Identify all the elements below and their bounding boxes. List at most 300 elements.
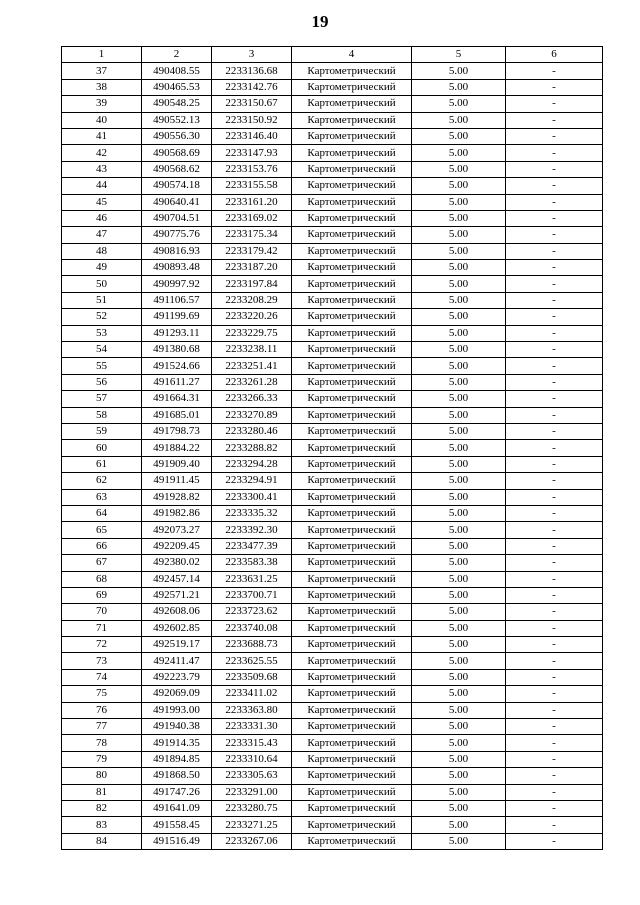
description-cell: - <box>506 784 603 800</box>
accuracy-cell: 5.00 <box>412 325 506 341</box>
y-coordinate-cell: 2233155.58 <box>212 178 292 194</box>
description-cell: - <box>506 489 603 505</box>
description-cell: - <box>506 719 603 735</box>
column-header: 2 <box>142 47 212 63</box>
description-cell: - <box>506 768 603 784</box>
point-number-cell: 60 <box>62 440 142 456</box>
point-number-cell: 53 <box>62 325 142 341</box>
y-coordinate-cell: 2233335.32 <box>212 505 292 521</box>
point-number-cell: 61 <box>62 456 142 472</box>
point-number-cell: 67 <box>62 555 142 571</box>
y-coordinate-cell: 2233291.00 <box>212 784 292 800</box>
accuracy-cell: 5.00 <box>412 276 506 292</box>
accuracy-cell: 5.00 <box>412 407 506 423</box>
y-coordinate-cell: 2233280.75 <box>212 800 292 816</box>
table-row <box>62 243 603 259</box>
description-cell: - <box>506 735 603 751</box>
y-coordinate-cell: 2233300.41 <box>212 489 292 505</box>
point-number-cell: 42 <box>62 145 142 161</box>
y-coordinate-cell: 2233179.42 <box>212 243 292 259</box>
point-number-cell: 56 <box>62 374 142 390</box>
description-cell: - <box>506 653 603 669</box>
table-row <box>62 489 603 505</box>
accuracy-cell: 5.00 <box>412 719 506 735</box>
y-coordinate-cell: 2233625.55 <box>212 653 292 669</box>
point-number-cell: 82 <box>62 800 142 816</box>
point-number-cell: 79 <box>62 751 142 767</box>
description-cell: - <box>506 260 603 276</box>
accuracy-cell: 5.00 <box>412 423 506 439</box>
method-cell: Картометрический <box>292 784 412 800</box>
method-cell: Картометрический <box>292 276 412 292</box>
description-cell: - <box>506 800 603 816</box>
description-cell: - <box>506 702 603 718</box>
point-number-cell: 64 <box>62 505 142 521</box>
accuracy-cell: 5.00 <box>412 637 506 653</box>
description-cell: - <box>506 292 603 308</box>
point-number-cell: 72 <box>62 637 142 653</box>
x-coordinate-cell: 491685.01 <box>142 407 212 423</box>
accuracy-cell: 5.00 <box>412 260 506 276</box>
description-cell: - <box>506 276 603 292</box>
point-number-cell: 54 <box>62 342 142 358</box>
x-coordinate-cell: 491199.69 <box>142 309 212 325</box>
table-row <box>62 505 603 521</box>
method-cell: Картометрический <box>292 407 412 423</box>
x-coordinate-cell: 492457.14 <box>142 571 212 587</box>
point-number-cell: 49 <box>62 260 142 276</box>
y-coordinate-cell: 2233331.30 <box>212 719 292 735</box>
x-coordinate-cell: 491909.40 <box>142 456 212 472</box>
point-number-cell: 78 <box>62 735 142 751</box>
x-coordinate-cell: 491868.50 <box>142 768 212 784</box>
x-coordinate-cell: 491982.86 <box>142 505 212 521</box>
table-row <box>62 178 603 194</box>
description-cell: - <box>506 833 603 849</box>
point-number-cell: 37 <box>62 63 142 79</box>
method-cell: Картометрический <box>292 178 412 194</box>
accuracy-cell: 5.00 <box>412 686 506 702</box>
x-coordinate-cell: 490408.55 <box>142 63 212 79</box>
y-coordinate-cell: 2233169.02 <box>212 210 292 226</box>
description-cell: - <box>506 374 603 390</box>
y-coordinate-cell: 2233150.67 <box>212 96 292 112</box>
y-coordinate-cell: 2233688.73 <box>212 637 292 653</box>
description-cell: - <box>506 96 603 112</box>
table-row <box>62 358 603 374</box>
point-number-cell: 51 <box>62 292 142 308</box>
x-coordinate-cell: 490568.69 <box>142 145 212 161</box>
x-coordinate-cell: 490816.93 <box>142 243 212 259</box>
description-cell: - <box>506 505 603 521</box>
accuracy-cell: 5.00 <box>412 128 506 144</box>
column-header: 4 <box>292 47 412 63</box>
description-cell: - <box>506 325 603 341</box>
y-coordinate-cell: 2233294.28 <box>212 456 292 472</box>
method-cell: Картометрический <box>292 653 412 669</box>
table-row <box>62 276 603 292</box>
table-row <box>62 538 603 554</box>
x-coordinate-cell: 491641.09 <box>142 800 212 816</box>
y-coordinate-cell: 2233136.68 <box>212 63 292 79</box>
description-cell: - <box>506 342 603 358</box>
x-coordinate-cell: 491611.27 <box>142 374 212 390</box>
method-cell: Картометрический <box>292 489 412 505</box>
x-coordinate-cell: 490775.76 <box>142 227 212 243</box>
description-cell: - <box>506 620 603 636</box>
point-number-cell: 46 <box>62 210 142 226</box>
method-cell: Картометрический <box>292 145 412 161</box>
method-cell: Картометрический <box>292 604 412 620</box>
x-coordinate-cell: 491928.82 <box>142 489 212 505</box>
table-row <box>62 309 603 325</box>
description-cell: - <box>506 112 603 128</box>
method-cell: Картометрический <box>292 243 412 259</box>
x-coordinate-cell: 490704.51 <box>142 210 212 226</box>
y-coordinate-cell: 2233153.76 <box>212 161 292 177</box>
point-number-cell: 59 <box>62 423 142 439</box>
description-cell: - <box>506 210 603 226</box>
point-number-cell: 38 <box>62 79 142 95</box>
x-coordinate-cell: 491106.57 <box>142 292 212 308</box>
table-row <box>62 473 603 489</box>
x-coordinate-cell: 492608.06 <box>142 604 212 620</box>
method-cell: Картометрический <box>292 768 412 784</box>
x-coordinate-cell: 491894.85 <box>142 751 212 767</box>
point-number-cell: 52 <box>62 309 142 325</box>
y-coordinate-cell: 2233583.38 <box>212 555 292 571</box>
accuracy-cell: 5.00 <box>412 833 506 849</box>
method-cell: Картометрический <box>292 161 412 177</box>
y-coordinate-cell: 2233700.71 <box>212 587 292 603</box>
point-number-cell: 68 <box>62 571 142 587</box>
method-cell: Картометрический <box>292 800 412 816</box>
method-cell: Картометрический <box>292 719 412 735</box>
method-cell: Картометрический <box>292 210 412 226</box>
accuracy-cell: 5.00 <box>412 63 506 79</box>
x-coordinate-cell: 490556.30 <box>142 128 212 144</box>
y-coordinate-cell: 2233187.20 <box>212 260 292 276</box>
table-row <box>62 227 603 243</box>
description-cell: - <box>506 440 603 456</box>
accuracy-cell: 5.00 <box>412 669 506 685</box>
y-coordinate-cell: 2233229.75 <box>212 325 292 341</box>
method-cell: Картометрический <box>292 112 412 128</box>
accuracy-cell: 5.00 <box>412 292 506 308</box>
column-header: 6 <box>506 47 603 63</box>
method-cell: Картометрический <box>292 260 412 276</box>
method-cell: Картометрический <box>292 227 412 243</box>
y-coordinate-cell: 2233270.89 <box>212 407 292 423</box>
method-cell: Картометрический <box>292 128 412 144</box>
x-coordinate-cell: 490552.13 <box>142 112 212 128</box>
accuracy-cell: 5.00 <box>412 817 506 833</box>
method-cell: Картометрический <box>292 620 412 636</box>
x-coordinate-cell: 490465.53 <box>142 79 212 95</box>
y-coordinate-cell: 2233305.63 <box>212 768 292 784</box>
y-coordinate-cell: 2233392.30 <box>212 522 292 538</box>
accuracy-cell: 5.00 <box>412 309 506 325</box>
accuracy-cell: 5.00 <box>412 800 506 816</box>
accuracy-cell: 5.00 <box>412 702 506 718</box>
point-number-cell: 57 <box>62 391 142 407</box>
x-coordinate-cell: 492571.21 <box>142 587 212 603</box>
table-row <box>62 128 603 144</box>
accuracy-cell: 5.00 <box>412 473 506 489</box>
x-coordinate-cell: 491293.11 <box>142 325 212 341</box>
accuracy-cell: 5.00 <box>412 374 506 390</box>
column-header: 5 <box>412 47 506 63</box>
accuracy-cell: 5.00 <box>412 620 506 636</box>
point-number-cell: 74 <box>62 669 142 685</box>
y-coordinate-cell: 2233267.06 <box>212 833 292 849</box>
y-coordinate-cell: 2233280.46 <box>212 423 292 439</box>
table-row <box>62 800 603 816</box>
y-coordinate-cell: 2233631.25 <box>212 571 292 587</box>
method-cell: Картометрический <box>292 342 412 358</box>
accuracy-cell: 5.00 <box>412 456 506 472</box>
y-coordinate-cell: 2233251.41 <box>212 358 292 374</box>
x-coordinate-cell: 492069.09 <box>142 686 212 702</box>
table-row <box>62 637 603 653</box>
point-number-cell: 63 <box>62 489 142 505</box>
y-coordinate-cell: 2233261.28 <box>212 374 292 390</box>
accuracy-cell: 5.00 <box>412 751 506 767</box>
description-cell: - <box>506 456 603 472</box>
description-cell: - <box>506 817 603 833</box>
method-cell: Картометрический <box>292 63 412 79</box>
table-row <box>62 587 603 603</box>
table-row <box>62 522 603 538</box>
x-coordinate-cell: 490997.92 <box>142 276 212 292</box>
method-cell: Картометрический <box>292 473 412 489</box>
accuracy-cell: 5.00 <box>412 227 506 243</box>
description-cell: - <box>506 555 603 571</box>
method-cell: Картометрический <box>292 292 412 308</box>
description-cell: - <box>506 669 603 685</box>
point-number-cell: 73 <box>62 653 142 669</box>
accuracy-cell: 5.00 <box>412 96 506 112</box>
table-row <box>62 702 603 718</box>
point-number-cell: 45 <box>62 194 142 210</box>
description-cell: - <box>506 473 603 489</box>
x-coordinate-cell: 491911.45 <box>142 473 212 489</box>
y-coordinate-cell: 2233220.26 <box>212 309 292 325</box>
method-cell: Картометрический <box>292 686 412 702</box>
x-coordinate-cell: 492380.02 <box>142 555 212 571</box>
y-coordinate-cell: 2233411.02 <box>212 686 292 702</box>
method-cell: Картометрический <box>292 194 412 210</box>
method-cell: Картометрический <box>292 309 412 325</box>
y-coordinate-cell: 2233315.43 <box>212 735 292 751</box>
description-cell: - <box>506 128 603 144</box>
y-coordinate-cell: 2233363.80 <box>212 702 292 718</box>
accuracy-cell: 5.00 <box>412 79 506 95</box>
method-cell: Картометрический <box>292 440 412 456</box>
point-number-cell: 81 <box>62 784 142 800</box>
method-cell: Картометрический <box>292 817 412 833</box>
method-cell: Картометрический <box>292 735 412 751</box>
point-number-cell: 62 <box>62 473 142 489</box>
accuracy-cell: 5.00 <box>412 538 506 554</box>
point-number-cell: 50 <box>62 276 142 292</box>
x-coordinate-cell: 491798.73 <box>142 423 212 439</box>
description-cell: - <box>506 63 603 79</box>
column-header: 3 <box>212 47 292 63</box>
x-coordinate-cell: 491558.45 <box>142 817 212 833</box>
description-cell: - <box>506 423 603 439</box>
x-coordinate-cell: 491747.26 <box>142 784 212 800</box>
accuracy-cell: 5.00 <box>412 784 506 800</box>
method-cell: Картометрический <box>292 325 412 341</box>
page-number: 19 <box>311 12 329 31</box>
table-row <box>62 604 603 620</box>
accuracy-cell: 5.00 <box>412 505 506 521</box>
method-cell: Картометрический <box>292 79 412 95</box>
x-coordinate-cell: 490568.62 <box>142 161 212 177</box>
y-coordinate-cell: 2233294.91 <box>212 473 292 489</box>
point-number-cell: 55 <box>62 358 142 374</box>
point-number-cell: 43 <box>62 161 142 177</box>
description-cell: - <box>506 538 603 554</box>
table-row <box>62 751 603 767</box>
table-row <box>62 719 603 735</box>
point-number-cell: 47 <box>62 227 142 243</box>
point-number-cell: 48 <box>62 243 142 259</box>
point-number-cell: 66 <box>62 538 142 554</box>
description-cell: - <box>506 227 603 243</box>
method-cell: Картометрический <box>292 391 412 407</box>
accuracy-cell: 5.00 <box>412 342 506 358</box>
point-number-cell: 44 <box>62 178 142 194</box>
y-coordinate-cell: 2233723.62 <box>212 604 292 620</box>
table-row <box>62 325 603 341</box>
accuracy-cell: 5.00 <box>412 243 506 259</box>
table-row <box>62 210 603 226</box>
description-cell: - <box>506 604 603 620</box>
method-cell: Картометрический <box>292 669 412 685</box>
table-row <box>62 63 603 79</box>
x-coordinate-cell: 492209.45 <box>142 538 212 554</box>
y-coordinate-cell: 2233208.29 <box>212 292 292 308</box>
table-row <box>62 784 603 800</box>
x-coordinate-cell: 491524.66 <box>142 358 212 374</box>
column-header: 1 <box>62 47 142 63</box>
description-cell: - <box>506 358 603 374</box>
x-coordinate-cell: 492519.17 <box>142 637 212 653</box>
accuracy-cell: 5.00 <box>412 735 506 751</box>
y-coordinate-cell: 2233740.08 <box>212 620 292 636</box>
table-row <box>62 423 603 439</box>
table-row <box>62 768 603 784</box>
method-cell: Картометрический <box>292 637 412 653</box>
table-row <box>62 342 603 358</box>
point-number-cell: 80 <box>62 768 142 784</box>
accuracy-cell: 5.00 <box>412 391 506 407</box>
x-coordinate-cell: 491664.31 <box>142 391 212 407</box>
y-coordinate-cell: 2233266.33 <box>212 391 292 407</box>
method-cell: Картометрический <box>292 571 412 587</box>
table-row <box>62 440 603 456</box>
table-row <box>62 79 603 95</box>
accuracy-cell: 5.00 <box>412 604 506 620</box>
x-coordinate-cell: 490548.25 <box>142 96 212 112</box>
method-cell: Картометрический <box>292 833 412 849</box>
accuracy-cell: 5.00 <box>412 768 506 784</box>
method-cell: Картометрический <box>292 358 412 374</box>
accuracy-cell: 5.00 <box>412 358 506 374</box>
table-row <box>62 555 603 571</box>
table-row <box>62 112 603 128</box>
method-cell: Картометрический <box>292 751 412 767</box>
description-cell: - <box>506 686 603 702</box>
accuracy-cell: 5.00 <box>412 194 506 210</box>
accuracy-cell: 5.00 <box>412 210 506 226</box>
x-coordinate-cell: 492073.27 <box>142 522 212 538</box>
point-number-cell: 40 <box>62 112 142 128</box>
table-row <box>62 391 603 407</box>
y-coordinate-cell: 2233150.92 <box>212 112 292 128</box>
method-cell: Картометрический <box>292 555 412 571</box>
y-coordinate-cell: 2233238.11 <box>212 342 292 358</box>
accuracy-cell: 5.00 <box>412 587 506 603</box>
method-cell: Картометрический <box>292 423 412 439</box>
point-number-cell: 71 <box>62 620 142 636</box>
description-cell: - <box>506 407 603 423</box>
accuracy-cell: 5.00 <box>412 440 506 456</box>
point-number-cell: 39 <box>62 96 142 112</box>
y-coordinate-cell: 2233147.93 <box>212 145 292 161</box>
description-cell: - <box>506 391 603 407</box>
accuracy-cell: 5.00 <box>412 145 506 161</box>
method-cell: Картометрический <box>292 702 412 718</box>
description-cell: - <box>506 161 603 177</box>
description-cell: - <box>506 637 603 653</box>
description-cell: - <box>506 587 603 603</box>
x-coordinate-cell: 491516.49 <box>142 833 212 849</box>
description-cell: - <box>506 751 603 767</box>
description-cell: - <box>506 194 603 210</box>
table-row <box>62 620 603 636</box>
method-cell: Картометрический <box>292 456 412 472</box>
method-cell: Картометрический <box>292 96 412 112</box>
point-number-cell: 65 <box>62 522 142 538</box>
table-row <box>62 735 603 751</box>
method-cell: Картометрический <box>292 522 412 538</box>
accuracy-cell: 5.00 <box>412 522 506 538</box>
table-row <box>62 260 603 276</box>
table-row <box>62 669 603 685</box>
accuracy-cell: 5.00 <box>412 112 506 128</box>
method-cell: Картометрический <box>292 587 412 603</box>
x-coordinate-cell: 492411.47 <box>142 653 212 669</box>
accuracy-cell: 5.00 <box>412 161 506 177</box>
y-coordinate-cell: 2233197.84 <box>212 276 292 292</box>
point-number-cell: 41 <box>62 128 142 144</box>
y-coordinate-cell: 2233477.39 <box>212 538 292 554</box>
description-cell: - <box>506 79 603 95</box>
y-coordinate-cell: 2233161.20 <box>212 194 292 210</box>
table-row <box>62 374 603 390</box>
point-number-cell: 70 <box>62 604 142 620</box>
y-coordinate-cell: 2233271.25 <box>212 817 292 833</box>
point-number-cell: 69 <box>62 587 142 603</box>
description-cell: - <box>506 309 603 325</box>
point-number-cell: 84 <box>62 833 142 849</box>
y-coordinate-cell: 2233142.76 <box>212 79 292 95</box>
point-number-cell: 58 <box>62 407 142 423</box>
table-row <box>62 96 603 112</box>
